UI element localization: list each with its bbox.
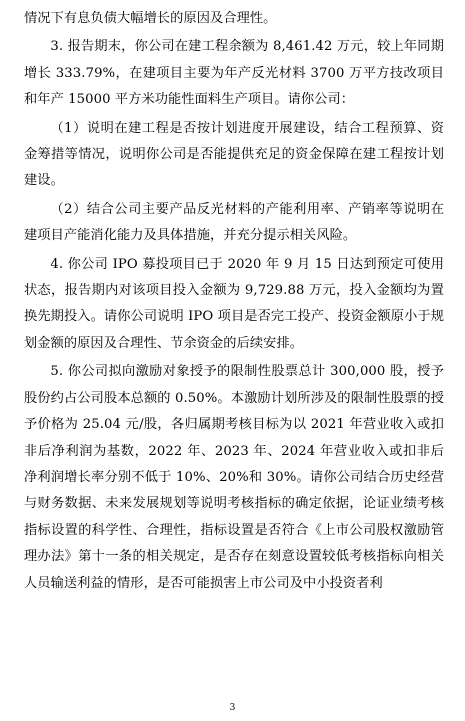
paragraph-continuation: 情况下有息负债大幅增长的原因及合理性。 xyxy=(24,11,277,26)
paragraph-item-5: 5. 你公司拟向激励对象授予的限制性股票总计 300,000 股，授予股份约占公司股本总额的 0.50%。本激励计划所涉及的限制性股票的授予价格为 25.04 元/股，各归属期考核目标为以 2021 年营业收入或扣非后净利润为基数，2022 年、2023 年、2024 年营业收入或扣非后净利润增长率分别不低于 10%、20%和 30%。请你公司结合历史经营与财务数据、未来发展规划等说明考核指标的确定依据，论证业绩考核指标设置的科学性、合理性，指标设置是否符合《上市公司股权激励管理办法》第十一条的相关规定，是否存在刻意设置较低考核指标向相关人员输送利益的情形，是否可能损害上市公司及中小投资者利 xyxy=(24,364,444,591)
paragraph-item-3-sub-1: （1）说明在建工程是否按计划进度开展建设，结合工程预算、资金筹措等情况，说明你公司是否能提供充足的资金保障在建工程按计划建设。 xyxy=(24,120,444,189)
document-body xyxy=(24,6,444,599)
paragraph-item-4: 4. 你公司 IPO 募投项目已于 2020 年 9 月 15 日达到预定可使用状态，报告期内对该项目投入金额为 9,729.88 万元，投入金额均为置换先期投入。请你公司说明 IPO 项目是否完工投产、投资金额原小于规划金额的原因及合理性、节余资金的后续安排。 xyxy=(24,256,444,351)
paragraph-item-3-sub-2: （2）结合公司主要产品反光材料的产能利用率、产销率等说明在建项目产能消化能力及具体措施，并充分提示相关风险。 xyxy=(24,201,444,244)
page-number: 3 xyxy=(229,703,236,713)
paragraph-item-3: 3. 报告期末，你公司在建工程余额为 8,461.42 万元，较上年同期增长 333.79%，在建项目主要为年产反光材料 3700 万平方技改项目和年产 15000 平方米功能性面料生产项目。请你公司： xyxy=(24,39,444,108)
